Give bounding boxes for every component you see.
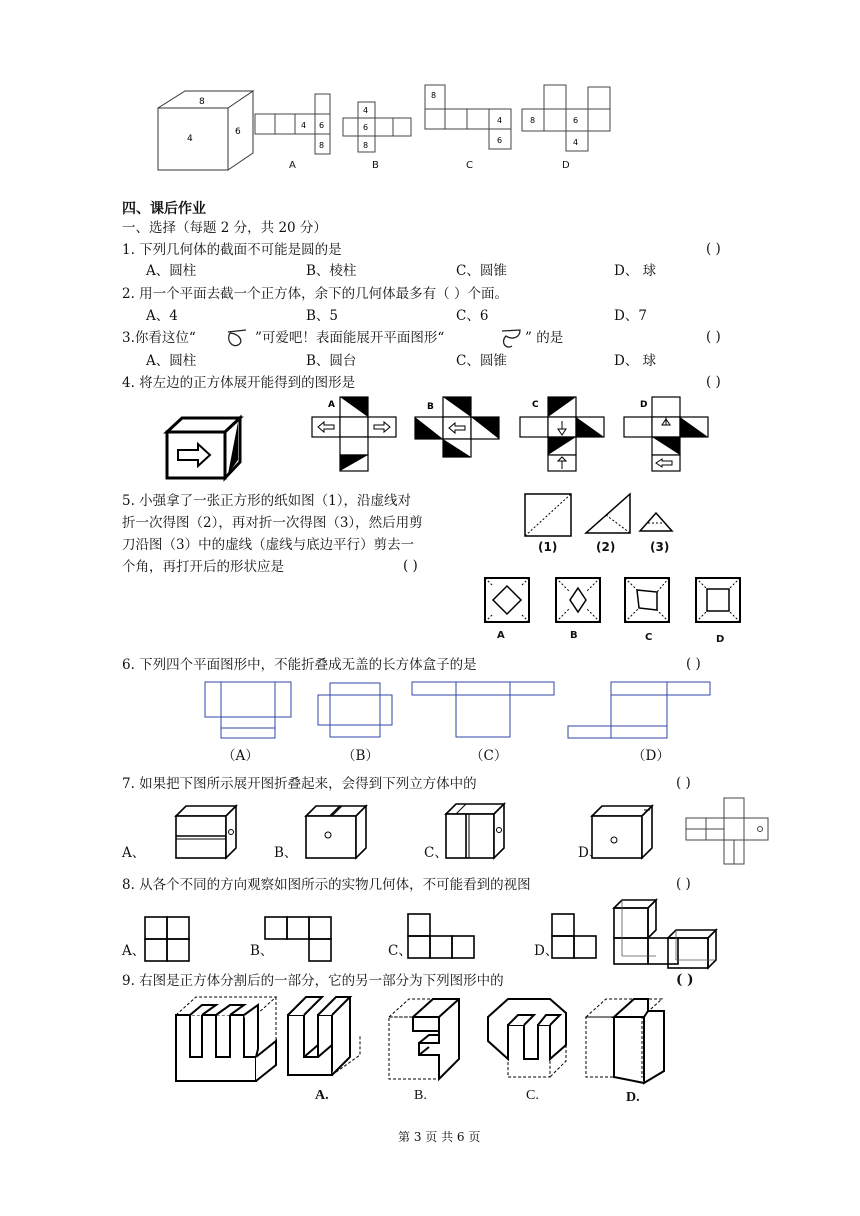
q6-answer-paren[interactable]: ( ) — [686, 656, 701, 672]
q2-text: 2. 用一个平面去截一个正方体，余下的几何体最多有（ ）个面。 — [122, 286, 508, 302]
q9-text: 9. 右图是正方体分割后的一部分，它的另一部分为下列图形中的 — [122, 973, 504, 989]
net-a — [253, 94, 343, 154]
q5-line-2: 折一次得图（2），再对折一次得图（3），然后用剪 — [122, 515, 423, 531]
net-d-label: D — [562, 160, 570, 171]
q4-net-d[interactable] — [622, 395, 722, 475]
q4-net-b[interactable] — [413, 395, 513, 475]
q6-net-c[interactable] — [410, 680, 560, 742]
q5-line-3: 刀沿图（3）中的虚线（虚线与底边平行）剪去一 — [122, 537, 415, 553]
net-c-label: C — [466, 160, 473, 171]
q8-option-c-label[interactable]: C、 — [388, 943, 412, 959]
q3-answer-paren[interactable]: ( ) — [706, 329, 721, 345]
cube-face-side: 6 — [235, 127, 241, 137]
q5-option-d-label[interactable]: D — [716, 634, 725, 645]
q5-fig-2-label: (2) — [596, 540, 616, 554]
q3-text-post: ” 的是 — [525, 330, 564, 346]
q6-option-b[interactable]: （B） — [342, 748, 379, 764]
q1-option-d[interactable]: D、 球 — [614, 263, 657, 279]
q9-option-b-figure[interactable] — [385, 995, 465, 1085]
q9-main-figure — [172, 995, 282, 1085]
q1-answer-paren[interactable]: ( ) — [706, 241, 721, 257]
q9-option-c-label[interactable]: C. — [526, 1088, 539, 1103]
q4-net-a-label: A — [328, 400, 335, 410]
q5-option-d-figure[interactable] — [694, 576, 744, 626]
q7-cube-c[interactable] — [440, 798, 510, 862]
cube-face-front: 4 — [187, 134, 193, 144]
q9-option-d-figure[interactable] — [582, 995, 672, 1085]
q8-answer-paren[interactable]: ( ) — [676, 876, 691, 892]
q7-option-b-label[interactable]: B、 — [274, 845, 298, 861]
q6-option-d[interactable]: （D） — [632, 748, 670, 764]
q7-cube-a[interactable] — [172, 802, 242, 862]
q5-fig-1-label: (1) — [538, 540, 558, 554]
net-d-num-2: 6 — [573, 116, 579, 125]
q5-option-b-label[interactable]: B — [570, 630, 578, 641]
q7-cube-b[interactable] — [302, 802, 372, 862]
cone-doodle-icon — [226, 328, 248, 348]
q9-answer-paren[interactable]: ( ) — [676, 972, 694, 988]
q3-text-mid: ”可爱吧！表面能展开平面图形“ — [255, 330, 445, 346]
q5-line-1: 5. 小强拿了一张正方形的纸如图（1），沿虚线对 — [122, 493, 412, 509]
net-a-label: A — [289, 160, 296, 171]
net-b-num-2: 6 — [363, 123, 369, 132]
q3-option-d[interactable]: D、 球 — [614, 353, 657, 369]
q8-option-d-label[interactable]: D、 — [534, 943, 559, 959]
q5-option-c-label[interactable]: C — [645, 632, 653, 643]
q2-option-c[interactable]: C、6 — [456, 308, 489, 324]
q8-solid-figure — [612, 898, 722, 973]
q9-option-c-figure[interactable] — [484, 995, 574, 1085]
q8-view-c[interactable] — [406, 912, 486, 962]
q7-net-figure — [684, 796, 774, 866]
net-d-num-1: 8 — [530, 116, 536, 125]
q5-answer-paren[interactable]: ( ) — [403, 558, 418, 574]
q6-net-a[interactable] — [204, 680, 304, 742]
q6-option-a[interactable]: （A） — [222, 748, 259, 764]
net-b — [343, 98, 423, 158]
net-c-num-3: 6 — [497, 136, 503, 145]
q6-text: 6. 下列四个平面图形中，不能折叠成无盖的长方体盒子的是 — [122, 657, 477, 673]
net-c-num-2: 4 — [497, 116, 503, 125]
cone-net-doodle-icon — [500, 328, 522, 350]
q1-text: 1. 下列几何体的截面不可能是圆的是 — [122, 242, 342, 258]
net-a-num-3: 8 — [319, 141, 325, 150]
net-b-num-1: 4 — [363, 106, 369, 115]
q9-option-b-label[interactable]: B. — [414, 1088, 427, 1103]
q4-net-b-label: B — [427, 402, 434, 412]
q7-option-a-label[interactable]: A、 — [122, 845, 146, 861]
q8-view-b[interactable] — [263, 915, 343, 965]
net-b-label: B — [372, 160, 379, 171]
net-d-num-3: 4 — [573, 138, 579, 147]
net-b-num-3: 8 — [363, 141, 369, 150]
net-a-num-1: 4 — [301, 121, 307, 130]
q5-option-a-label[interactable]: A — [497, 630, 505, 641]
q2-option-b[interactable]: B、5 — [306, 308, 339, 324]
cube-face-top: 8 — [199, 97, 205, 107]
q8-view-a[interactable] — [143, 915, 213, 965]
q5-option-a-figure[interactable] — [483, 576, 533, 626]
q6-net-d[interactable] — [566, 680, 716, 742]
q5-option-c-figure[interactable] — [623, 576, 673, 626]
part-heading: 一、选择（每题 2 分，共 20 分） — [122, 220, 327, 236]
q3-option-a[interactable]: A、圆柱 — [146, 353, 197, 369]
q9-option-d-label[interactable]: D. — [626, 1090, 640, 1105]
q4-net-a[interactable] — [310, 395, 410, 475]
q4-arrow-cube — [164, 416, 244, 481]
q7-option-d-label[interactable]: D、 — [578, 845, 603, 861]
top-cube-figure — [155, 88, 255, 178]
q1-option-b[interactable]: B、棱柱 — [306, 263, 357, 279]
q8-option-a-label[interactable]: A、 — [122, 943, 146, 959]
q8-view-d[interactable] — [550, 912, 610, 962]
q3-option-c[interactable]: C、圆锥 — [456, 353, 507, 369]
q2-option-a[interactable]: A、4 — [146, 308, 178, 324]
q1-option-a[interactable]: A、圆柱 — [146, 263, 197, 279]
q6-net-b[interactable] — [316, 680, 416, 742]
q9-option-a-figure[interactable] — [284, 995, 364, 1085]
q7-answer-paren[interactable]: ( ) — [676, 775, 691, 791]
section-heading: 四、课后作业 — [122, 201, 206, 217]
q8-option-b-label[interactable]: B、 — [250, 943, 274, 959]
q7-option-c-label[interactable]: C、 — [424, 845, 448, 861]
net-c — [425, 85, 525, 155]
q1-option-c[interactable]: C、圆锥 — [456, 263, 507, 279]
q5-option-b-figure[interactable] — [554, 576, 604, 626]
q6-option-c[interactable]: （C） — [470, 748, 508, 764]
page-footer: 第 3 页 共 6 页 — [398, 1130, 481, 1144]
q5-line-4: 个角，再打开后的形状应是 — [122, 559, 284, 575]
q3-option-b[interactable]: B、圆台 — [306, 353, 357, 369]
q7-text: 7. 如果把下图所示展开图折叠起来，会得到下列立方体中的 — [122, 776, 477, 792]
net-d — [522, 85, 622, 155]
q4-answer-paren[interactable]: ( ) — [706, 374, 721, 390]
q4-net-c[interactable] — [518, 395, 618, 475]
net-a-num-2: 6 — [319, 121, 325, 130]
q9-option-a-label[interactable]: A. — [315, 1088, 329, 1103]
q2-option-d[interactable]: D、7 — [614, 308, 647, 324]
q8-text: 8. 从各个不同的方向观察如图所示的实物几何体，不可能看到的视图 — [122, 877, 531, 893]
net-c-num-1: 8 — [431, 91, 437, 100]
q3-text-pre: 3.你看这位“ — [122, 330, 196, 346]
q4-net-d-label: D — [640, 400, 648, 410]
q5-fig-3-label: (3) — [650, 540, 670, 554]
q4-net-c-label: C — [532, 400, 539, 410]
q4-text: 4. 将左边的正方体展开能得到的图形是 — [122, 375, 356, 391]
